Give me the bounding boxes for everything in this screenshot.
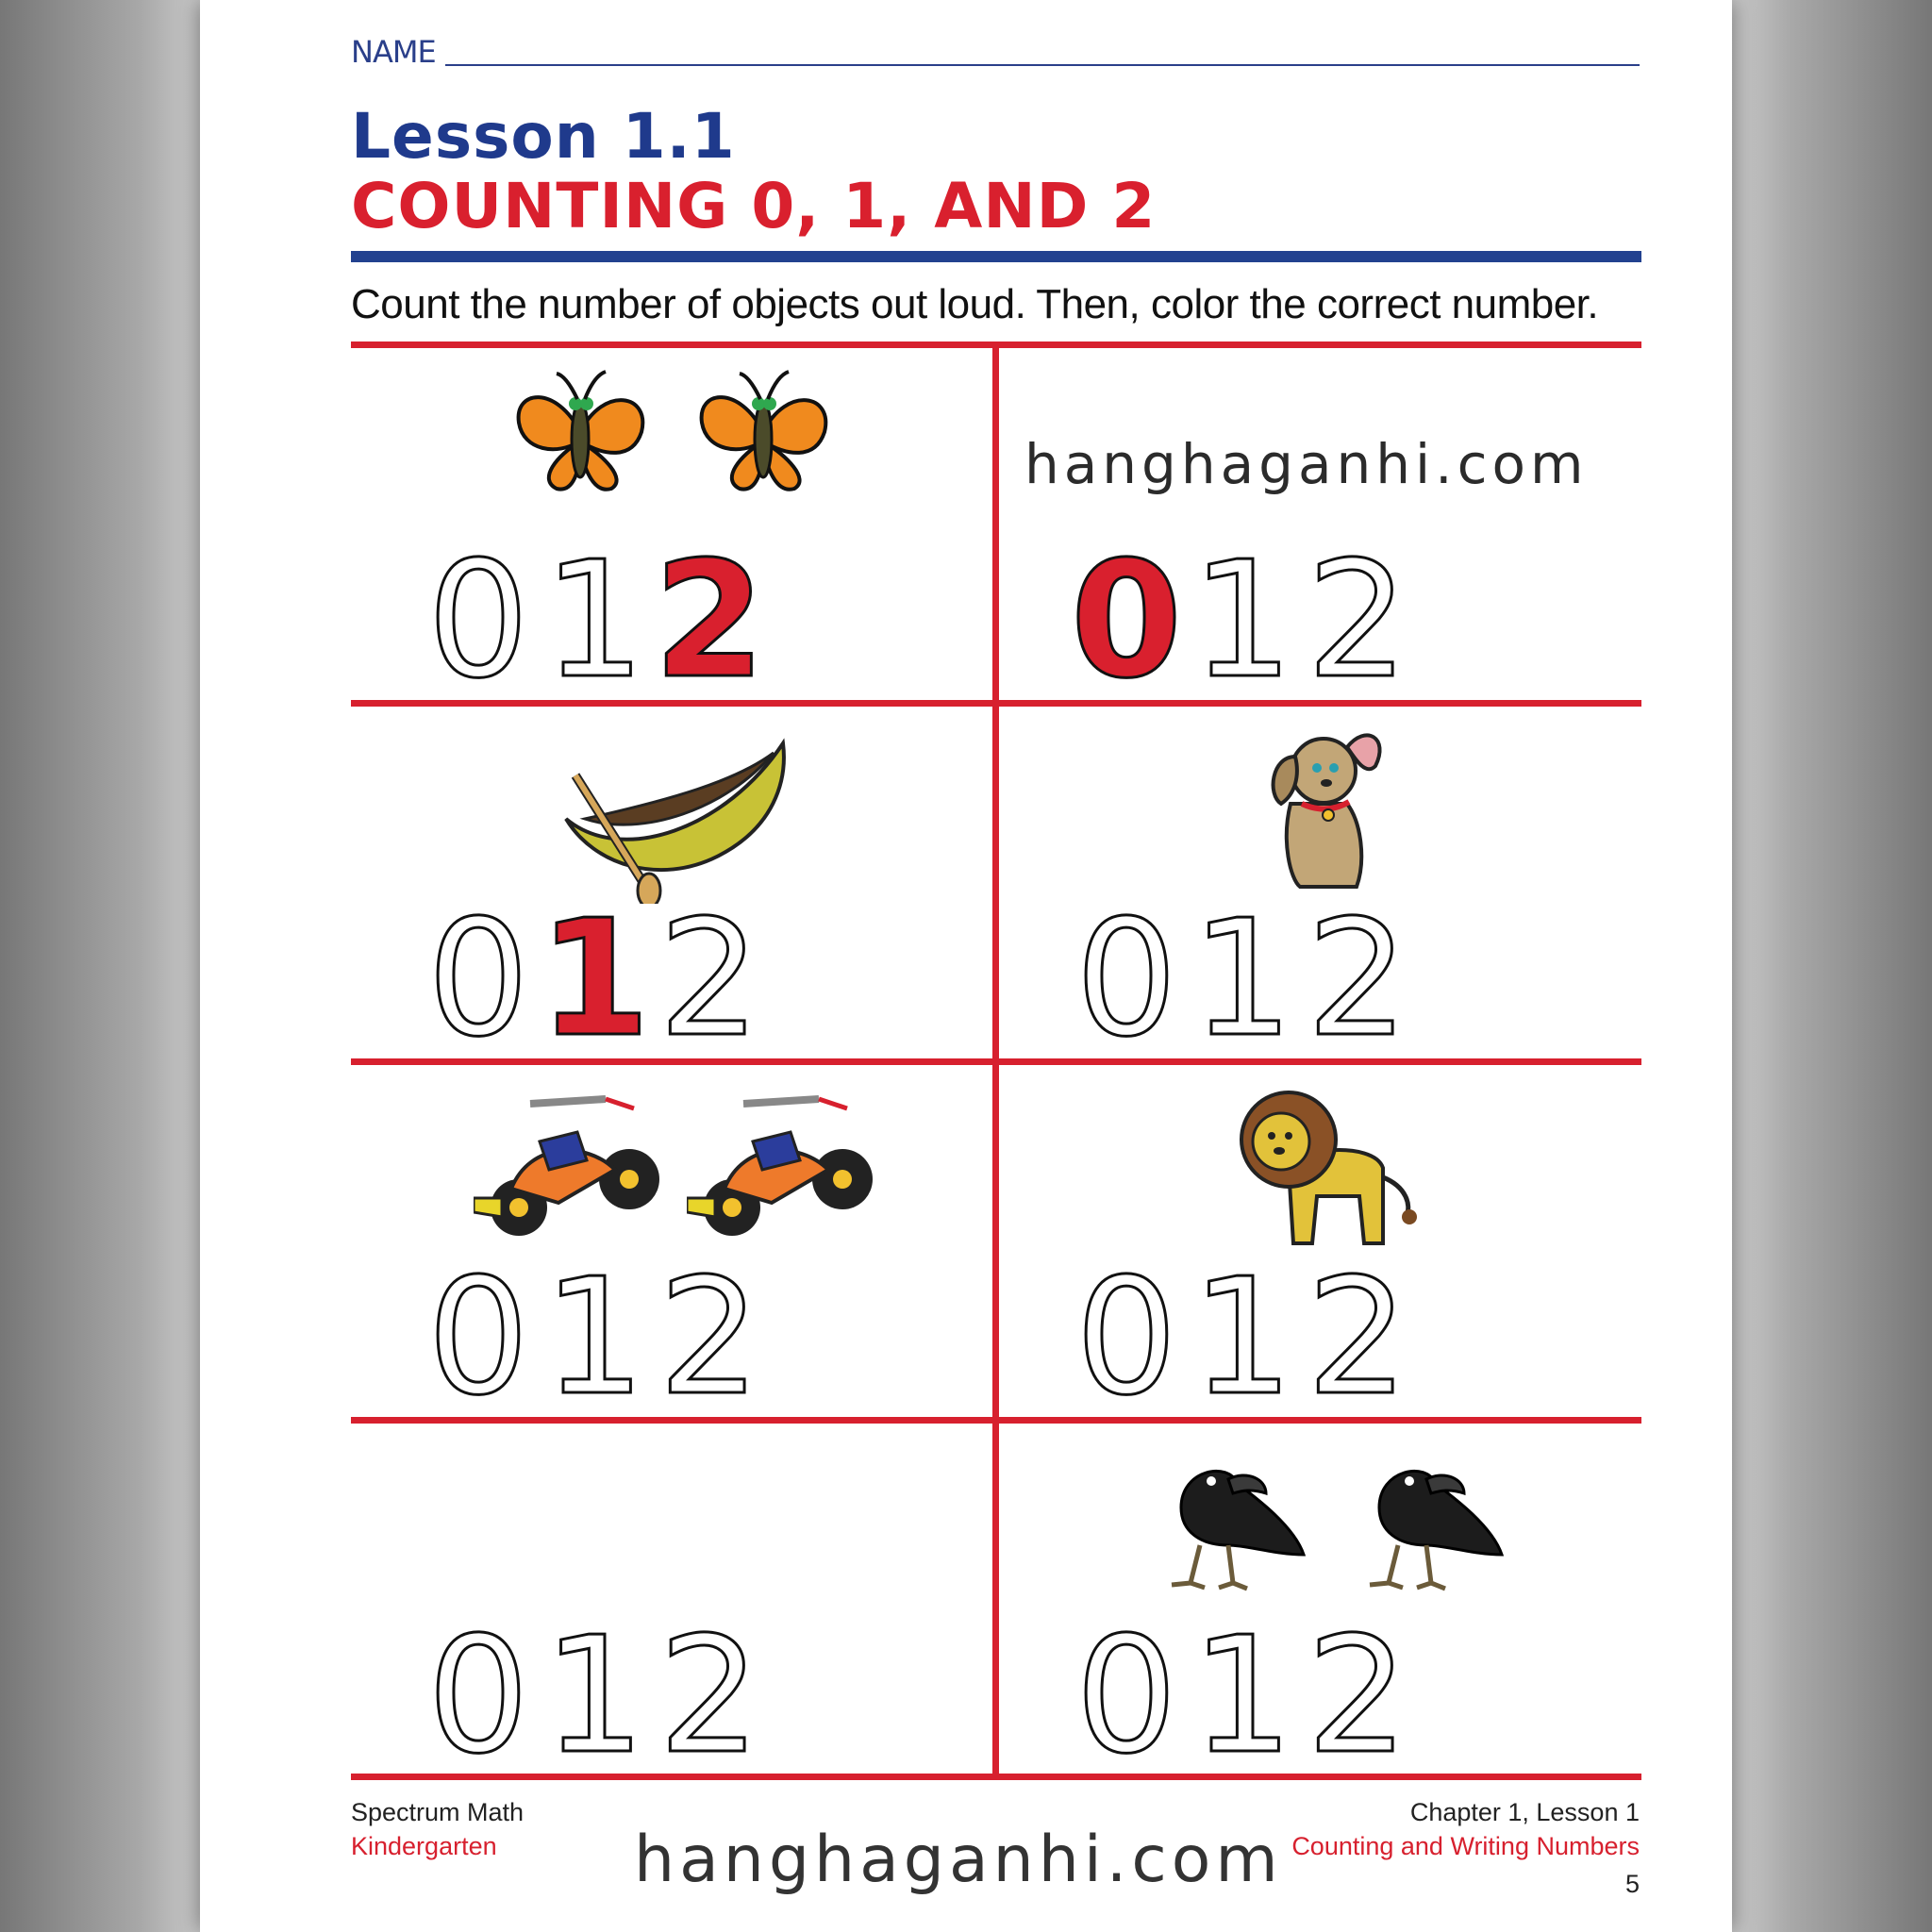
number-choice-0[interactable]: 0: [426, 543, 530, 704]
page-shadow-right: [1732, 0, 1932, 1932]
number-choice-2[interactable]: 2: [658, 1260, 761, 1421]
number-choice-2[interactable]: 2: [658, 902, 761, 1062]
name-line[interactable]: [445, 64, 1640, 66]
tricycle-icon: [687, 1085, 875, 1249]
lion-icon: [1232, 1083, 1421, 1266]
number-choices-4: [999, 902, 1644, 1062]
footer-grade: Kindergarten: [351, 1832, 497, 1860]
number-choice-0[interactable]: 0: [1070, 543, 1183, 704]
footer-chapter: Chapter 1, Lesson 1: [1409, 1798, 1640, 1826]
number-choice-0[interactable]: 0: [426, 1260, 530, 1421]
watermark-footer: hanghaganhi.com: [634, 1823, 1283, 1897]
number-choice-0[interactable]: 0: [1074, 1619, 1178, 1779]
number-choice-0[interactable]: 0: [426, 1619, 530, 1779]
number-choice-1[interactable]: 1: [542, 1619, 646, 1779]
worksheet-page: [200, 0, 1732, 1932]
number-choice-2[interactable]: 2: [1306, 902, 1409, 1062]
number-choices-1: [351, 543, 996, 704]
number-choice-1[interactable]: 1: [538, 902, 651, 1062]
crow-icon: [1153, 1441, 1313, 1606]
crow-icon: [1351, 1441, 1511, 1606]
butterfly-icon: [683, 366, 843, 502]
number-choice-0[interactable]: 0: [1074, 1260, 1178, 1421]
dog-icon: [1253, 719, 1394, 902]
number-choices-3: [351, 902, 996, 1062]
number-choice-2[interactable]: 2: [658, 1619, 761, 1779]
name-label: NAME: [351, 34, 436, 70]
number-choices-7: [351, 1619, 996, 1779]
number-choices-6: [999, 1260, 1644, 1421]
title-divider: [351, 251, 1641, 262]
number-choices-2: [999, 543, 1644, 704]
number-choice-1[interactable]: 1: [1191, 1260, 1294, 1421]
number-choice-2[interactable]: 2: [653, 543, 766, 704]
number-choice-2[interactable]: 2: [1306, 1260, 1409, 1421]
canoe-icon: [557, 724, 802, 908]
number-choice-2[interactable]: 2: [1306, 543, 1409, 704]
lesson-title: Lesson 1.1: [351, 100, 736, 173]
number-choice-1[interactable]: 1: [542, 543, 646, 704]
number-choice-1[interactable]: 1: [1191, 1619, 1294, 1779]
page-shadow-left: [0, 0, 200, 1932]
number-choices-8: [999, 1619, 1644, 1779]
number-choice-1[interactable]: 1: [542, 1260, 646, 1421]
watermark: hanghaganhi.com: [1024, 432, 1589, 496]
number-choice-1[interactable]: 1: [1191, 543, 1294, 704]
footer-book: Spectrum Math: [351, 1798, 525, 1826]
lesson-subtitle: COUNTING 0, 1, AND 2: [351, 170, 1157, 242]
tricycle-icon: [474, 1085, 662, 1249]
butterfly-icon: [500, 366, 660, 502]
footer-topic: Counting and Writing Numbers: [1291, 1832, 1640, 1860]
number-choice-0[interactable]: 0: [426, 902, 530, 1062]
number-choice-2[interactable]: 2: [1306, 1619, 1409, 1779]
instructions: Count the number of objects out loud. Then, color the correct number.: [351, 281, 1599, 327]
page-number: 5: [1624, 1870, 1640, 1898]
number-choice-0[interactable]: 0: [1074, 902, 1178, 1062]
number-choices-5: [351, 1260, 996, 1421]
number-choice-1[interactable]: 1: [1191, 902, 1294, 1062]
